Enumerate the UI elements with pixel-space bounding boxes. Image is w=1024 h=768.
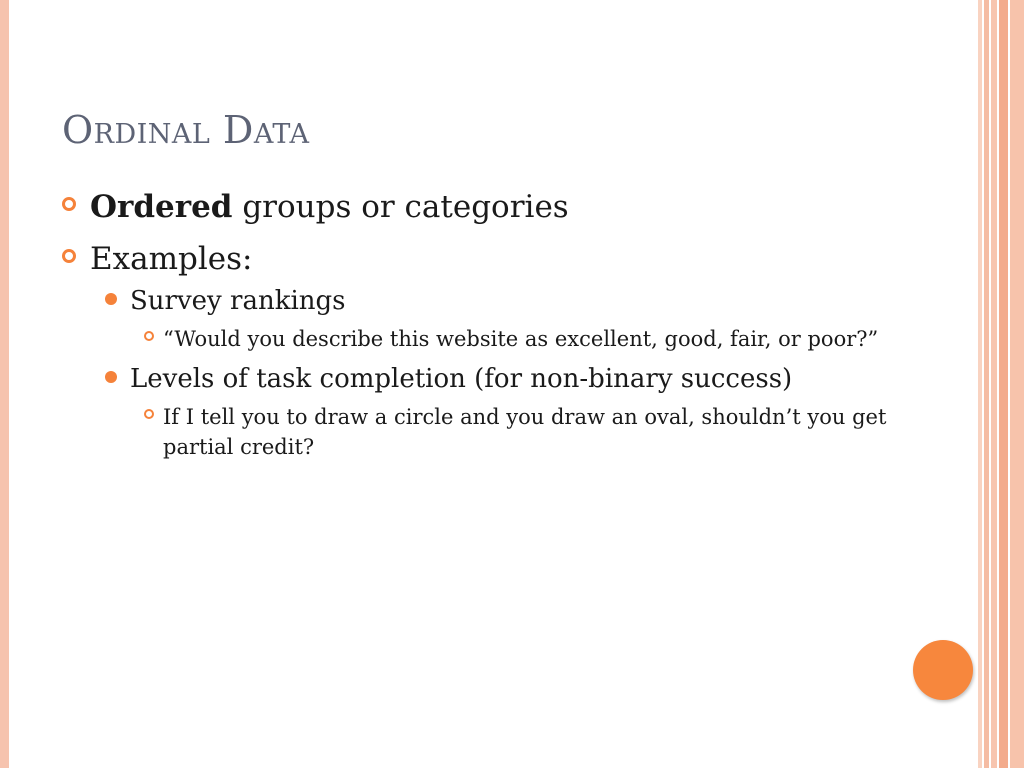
bullet-text [90, 188, 569, 226]
slide-title: Ordinal Data [62, 108, 310, 152]
orange-circle-decoration [913, 640, 973, 700]
bullet-text: Examples: [90, 241, 253, 277]
bullet-rest-text: groups or categories [232, 189, 569, 225]
bullet-text: Survey rankings [130, 286, 346, 316]
ring-bullet-icon [62, 197, 76, 211]
dot-bullet-icon [105, 293, 117, 305]
bullet-item [144, 324, 892, 354]
stripe [991, 0, 997, 768]
bullet-text: “Would you describe this website as excellent, good, fair, or poor?” [163, 327, 879, 351]
bullet-text: If I tell you to draw a circle and you draw an oval, shouldn’t you get partial credit? [163, 405, 887, 459]
right-stripes-decoration [978, 0, 1024, 768]
small-ring-bullet-icon [144, 409, 154, 419]
small-ring-bullet-icon [144, 331, 154, 341]
bullet-item [105, 362, 892, 396]
slide-body [62, 186, 892, 462]
stripe [978, 0, 982, 768]
stripe [1010, 0, 1024, 768]
bullet-bold-text: Ordered [90, 189, 233, 225]
bullet-item [62, 188, 892, 226]
dot-bullet-icon [105, 371, 117, 383]
stripe [984, 0, 989, 768]
ring-bullet-icon [62, 249, 76, 263]
bullet-item [144, 402, 892, 462]
stripe [999, 0, 1008, 768]
bullet-text: Levels of task completion (for non-binary success) [130, 364, 793, 394]
left-border-decoration [0, 0, 9, 768]
bullet-item [62, 240, 892, 278]
bullet-item [105, 284, 892, 318]
